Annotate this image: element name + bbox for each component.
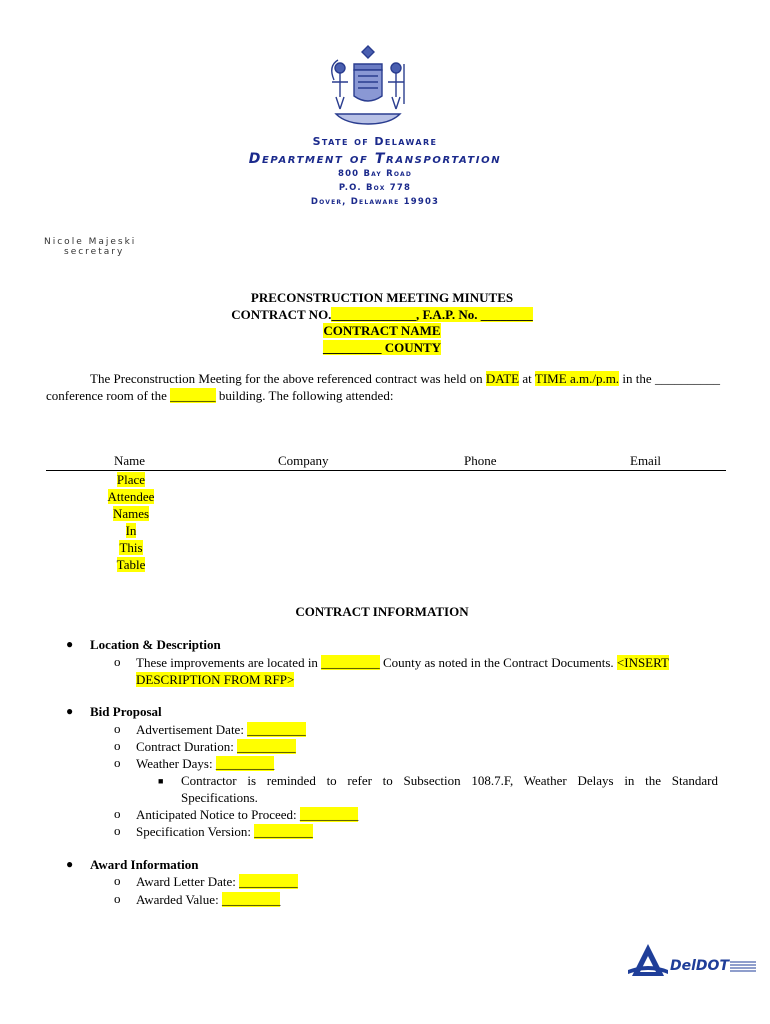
intro-paragraph [46, 371, 720, 404]
location-heading: Location & Description [90, 637, 221, 652]
bid-heading: Bid Proposal [90, 704, 162, 719]
insert-description-tag-1: <INSERT [616, 655, 669, 670]
list-item: Table [116, 557, 146, 572]
bullet-icon: ● [66, 637, 74, 651]
attendee-table-header [46, 453, 726, 471]
weather-days-blank: _________ [215, 756, 275, 771]
contract-line [120, 307, 644, 324]
attendee-name-column [96, 471, 166, 573]
weather-days-line: Weather Days: _________ [136, 756, 275, 771]
weather-note-line-2: Specifications. [181, 790, 258, 805]
circle-bullet-icon: o [114, 738, 121, 753]
delaware-seal-image [318, 42, 418, 130]
contract-name: CONTRACT NAME [323, 323, 441, 338]
letterhead-po-box: P.O. Box 778 [338, 183, 412, 193]
document-title: PRECONSTRUCTION MEETING MINUTES [250, 290, 514, 305]
location-text: These improvements are located in _________ County as noted in the Contract Documents. <INSERT [136, 655, 669, 670]
circle-bullet-icon: o [114, 654, 121, 669]
meeting-date: DATE [485, 371, 520, 386]
letterhead-state: State of Delaware [312, 135, 438, 148]
awarded-value-blank: _________ [221, 892, 281, 907]
fap-number-blank: ________ [480, 306, 533, 322]
list-item: In [125, 523, 137, 538]
county-line: _________ COUNTY [322, 339, 442, 355]
header-email: Email [630, 453, 662, 468]
letterhead-city: Dover, Delaware 19903 [310, 197, 440, 207]
room-blank: __________ [654, 371, 720, 386]
list-item: Names [112, 506, 150, 521]
list-item: Attendee [107, 489, 155, 504]
list-item: This [119, 540, 143, 555]
letterhead-street: 800 Bay Road [337, 169, 413, 179]
weather-note-line-1: Contractor is reminded to refer to Subsection 108.7.F, Weather Delays in the Standard [181, 773, 718, 788]
advertisement-date-line: Advertisement Date: _________ [136, 722, 306, 737]
circle-bullet-icon: o [114, 891, 121, 906]
notice-to-proceed-blank: _________ [299, 807, 359, 822]
intro-text-1: The Preconstruction Meeting for the above referenced contract was held on [90, 371, 486, 386]
location-county-blank: _________ [321, 655, 380, 670]
intro-text-3: in the [619, 371, 655, 386]
header-company: Company [278, 453, 329, 468]
intro-text-5: building. The following attended: [215, 387, 394, 403]
award-letter-date-line: Award Letter Date: _________ [136, 874, 298, 889]
circle-bullet-icon: o [114, 755, 121, 770]
header-name: Name [114, 453, 146, 468]
circle-bullet-icon: o [114, 806, 121, 821]
contract-information-title: CONTRACT INFORMATION [295, 604, 469, 619]
signatory-name: Nicole Majeski [44, 237, 137, 247]
header-phone: Phone [464, 453, 497, 468]
bullet-icon: ● [66, 857, 74, 871]
location-insert-line-2: DESCRIPTION FROM RFP> [136, 672, 295, 687]
letterhead-department: Department of Transportation [248, 151, 502, 167]
deldot-logo [628, 940, 758, 982]
intro-text-2: at [519, 371, 535, 386]
fap-label: , F.A.P. No. [415, 306, 481, 322]
award-heading: Award Information [90, 857, 199, 872]
deldot-logo-text: DelDOT [670, 958, 729, 974]
bullet-icon: ● [66, 704, 74, 718]
meeting-time: TIME a.m./p.m. [534, 371, 620, 386]
notice-to-proceed-line: Anticipated Notice to Proceed: _________ [136, 807, 359, 822]
contract-duration-blank: _________ [237, 739, 296, 754]
circle-bullet-icon: o [114, 721, 121, 736]
document-heading [120, 290, 644, 356]
contract-duration-line: Contract Duration: _________ [136, 739, 296, 754]
contract-prefix: CONTRACT NO. [231, 306, 332, 322]
advertisement-date-blank: _________ [247, 722, 306, 737]
awarded-value-line: Awarded Value: _________ [136, 892, 281, 907]
building-blank: _______ [170, 387, 216, 403]
specification-version-blank: _________ [254, 824, 313, 839]
intro-text-4: conference room of the [46, 387, 171, 403]
signatory-title: secretary [64, 247, 125, 257]
square-bullet-icon: ■ [158, 776, 164, 786]
list-item: Place [116, 472, 146, 487]
specification-version-line: Specification Version: _________ [136, 824, 313, 839]
circle-bullet-icon: o [114, 873, 121, 888]
award-letter-date-blank: _________ [239, 874, 298, 889]
contract-number-blank: _____________ [331, 306, 416, 322]
circle-bullet-icon: o [114, 823, 121, 838]
